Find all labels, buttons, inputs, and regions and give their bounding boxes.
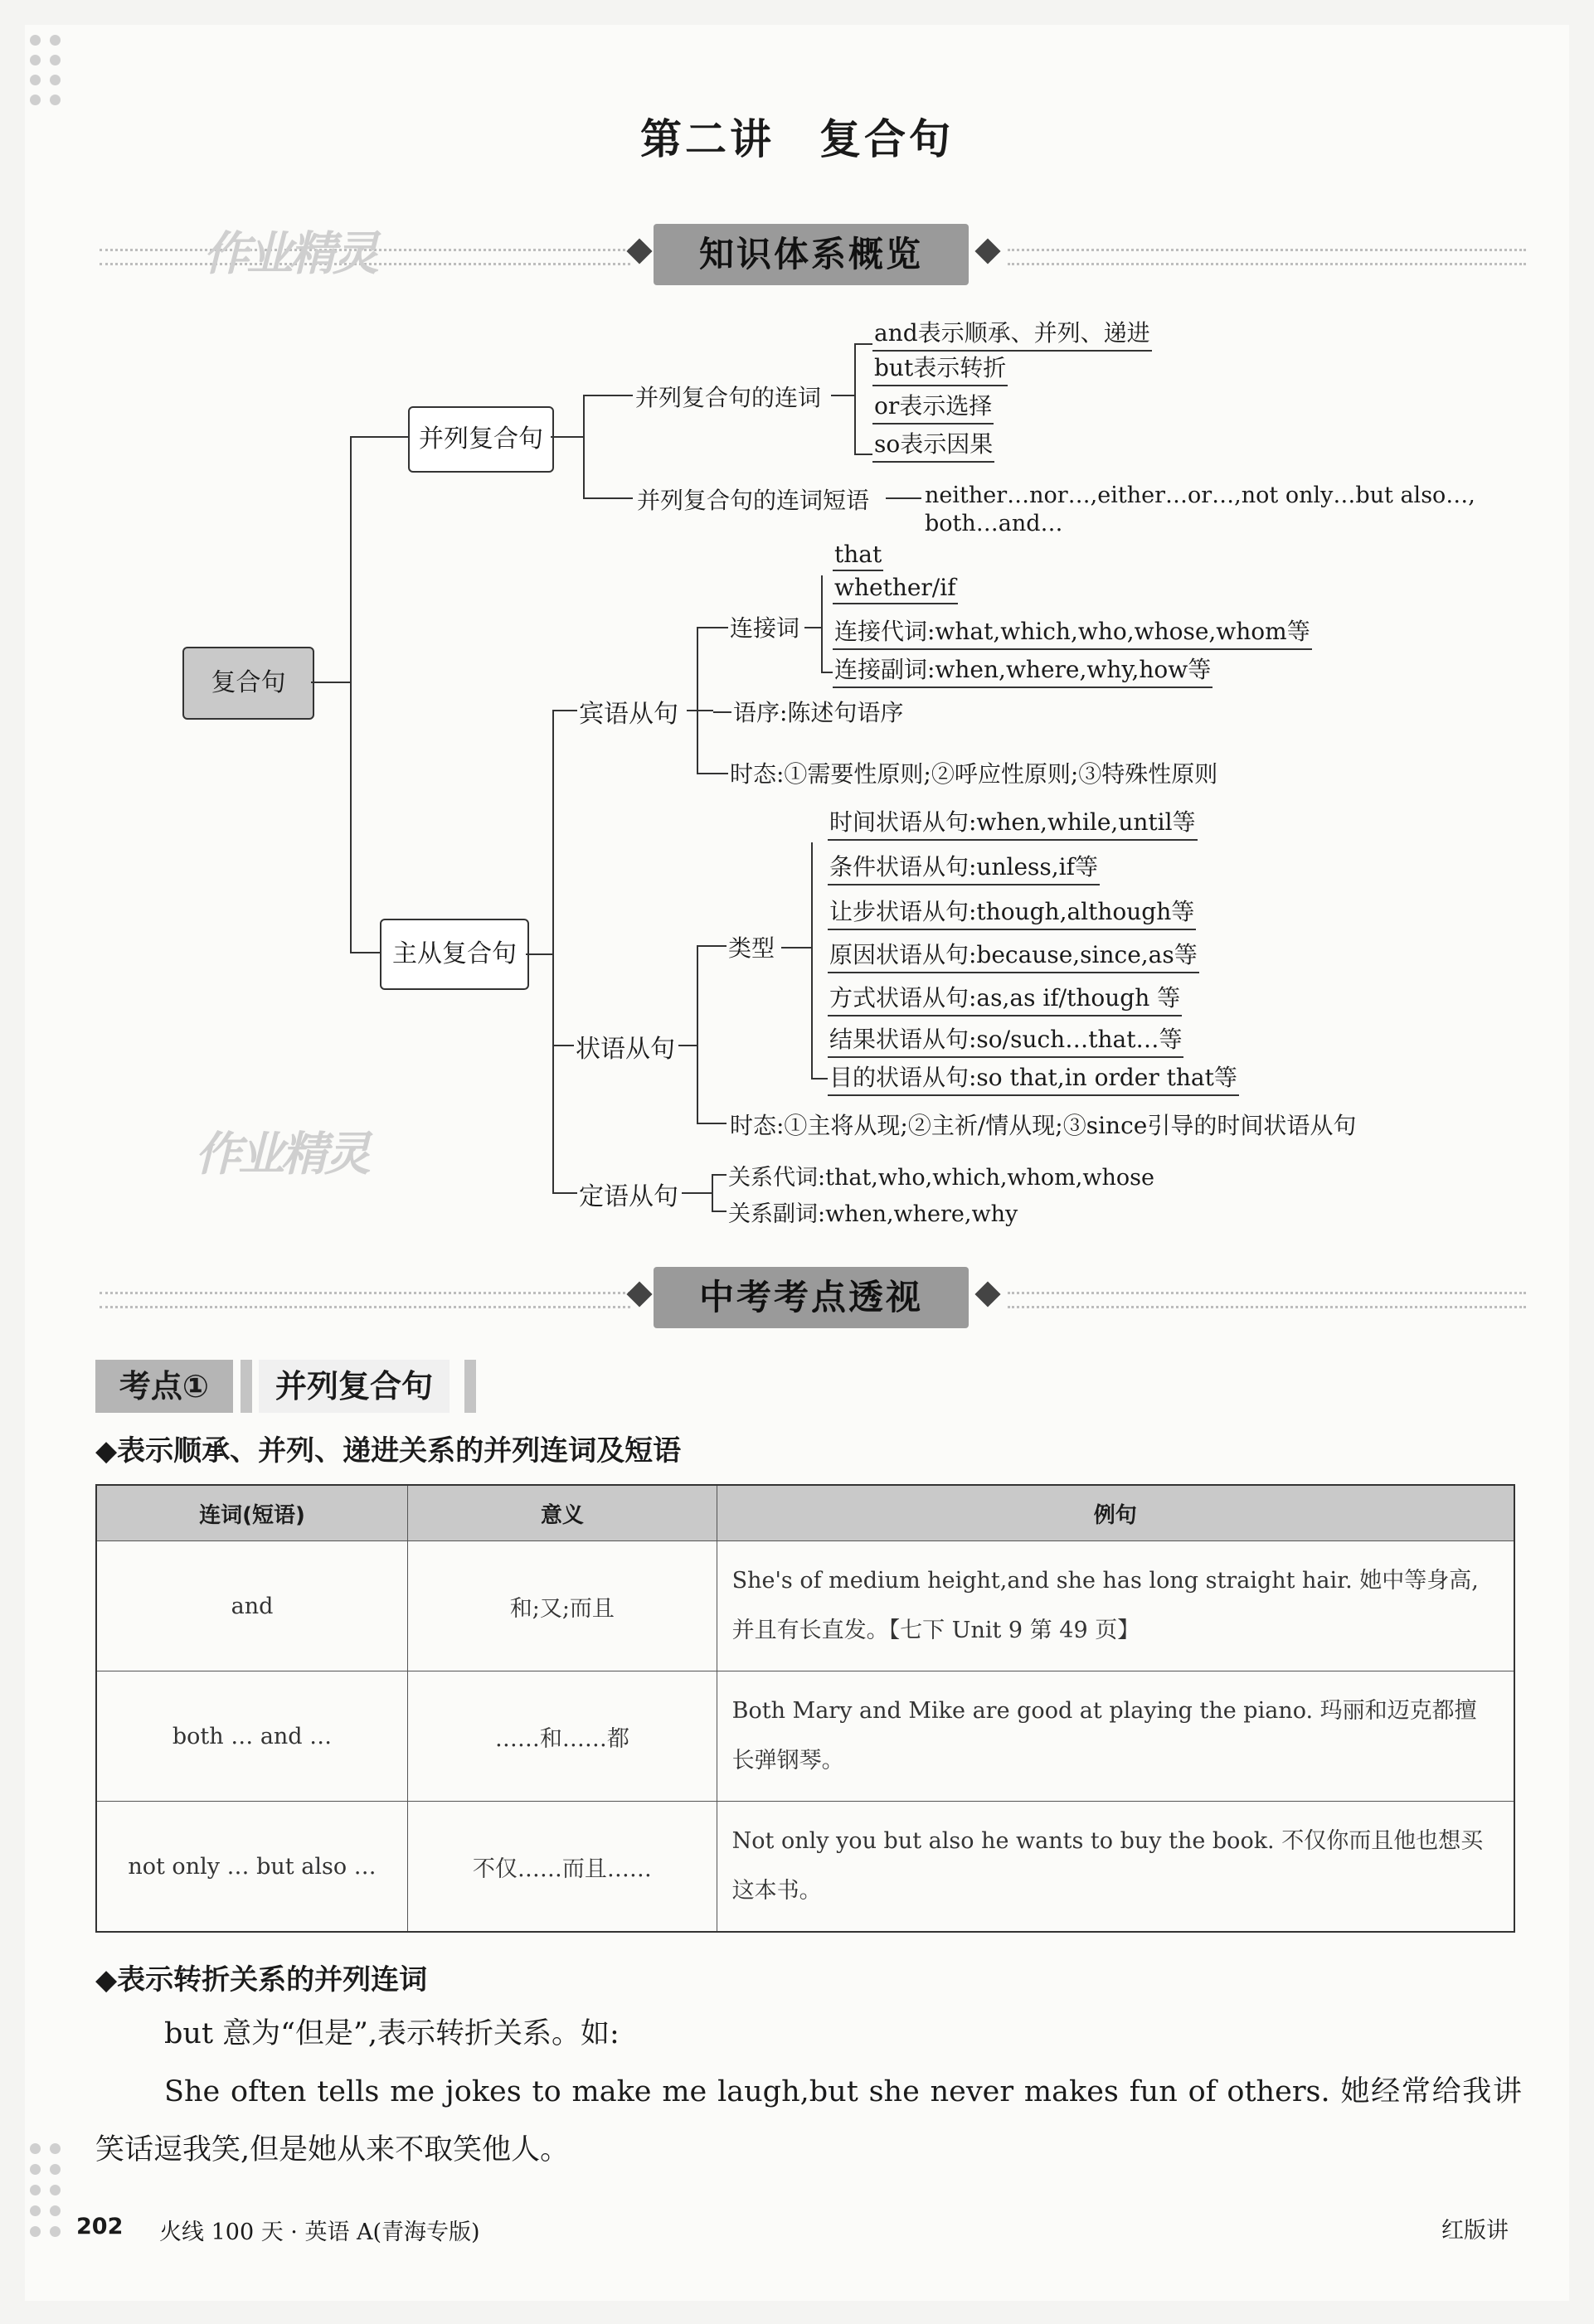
table-cell-example: She's of medium height,and she has long straight hair. 她中等身高,并且有长直发。【七下 Unit 9 第 49 页】 bbox=[717, 1541, 1514, 1671]
tree-coord-conj-item: or表示选择 bbox=[872, 388, 994, 425]
table-header: 例句 bbox=[717, 1485, 1514, 1541]
watermark-logo: 作业精灵 bbox=[195, 1128, 367, 1181]
tree-adverbial-tense: 时态:①主将从现;②主祈/情从现;③since引导的时间状语从句 bbox=[730, 1112, 1357, 1139]
paragraph-but-meaning: but 意为“但是”,表示转折关系。如: bbox=[164, 2017, 620, 2050]
page-title: 第二讲 复合句 bbox=[640, 114, 954, 163]
footer-book-title: 火线 100 天 · 英语 A(青海专版) bbox=[159, 2220, 480, 2245]
tree-attributive: 定语从句 bbox=[579, 1182, 678, 1211]
table-cell-meaning: ……和……都 bbox=[408, 1671, 717, 1802]
banner-title: 知识体系概览 bbox=[654, 224, 969, 285]
tree-coord-phrase-line: neither…nor…,either…or…,not only…but also…, bbox=[925, 483, 1475, 508]
table-row bbox=[96, 1671, 1514, 1802]
section-heading-sequence: ◆表示顺承、并列、递进关系的并列连词及短语 bbox=[95, 1434, 682, 1468]
tree-adverbial-type-item: 目的状语从句:so that,in order that等 bbox=[828, 1060, 1239, 1096]
table-header-row bbox=[96, 1485, 1514, 1541]
tree-object-conn-item: that bbox=[833, 541, 883, 571]
tree-root: 复合句 bbox=[182, 647, 314, 720]
tree-object: 宾语从句 bbox=[579, 700, 678, 729]
paragraph-example: She often tells me jokes to make me laugh,but she never makes fun of others. 她经常给我讲笑话逗我笑,但是她从来不取笑他人。 bbox=[95, 2075, 1522, 2166]
tree-object-tense: 时态:①需要性原则;②呼应性原则;③特殊性原则 bbox=[730, 760, 1218, 788]
table-cell-example: Not only you but also he wants to buy the book. 不仅你而且他也想买这本书。 bbox=[717, 1802, 1514, 1933]
tree-object-conn: 连接词 bbox=[730, 614, 800, 642]
tree-coord: 并列复合句 bbox=[408, 406, 554, 473]
tree-adverbial-type-item: 原因状语从句:because,since,as等 bbox=[828, 937, 1199, 973]
tree-object-conn-item: 连接副词:when,where,why,how等 bbox=[833, 652, 1213, 688]
tree-attributive-item: 关系代词:that,who,which,whom,whose bbox=[728, 1165, 1154, 1191]
tree-object-conn-item: whether/if bbox=[833, 574, 958, 604]
tree-coord-conj: 并列复合句的连词 bbox=[635, 384, 822, 411]
tree-adverbial-type-item: 时间状语从句:when,while,until等 bbox=[828, 804, 1198, 841]
table-row bbox=[96, 1802, 1514, 1933]
tree-adverbial-type-item: 条件状语从句:unless,if等 bbox=[828, 849, 1100, 885]
tree-object-conn-item: 连接代词:what,which,who,whose,whom等 bbox=[833, 614, 1312, 650]
tree-coord-conj-item: and表示顺承、并列、递进 bbox=[872, 315, 1152, 352]
tree-adverbial-type-item: 让步状语从句:though,although等 bbox=[828, 894, 1196, 930]
tree-attributive-item: 关系副词:when,where,why bbox=[728, 1201, 1018, 1227]
banner-title: 中考考点透视 bbox=[654, 1267, 969, 1328]
table-cell-meaning: 和;又;而且 bbox=[408, 1541, 717, 1671]
tree-coord-phrase-line: both…and… bbox=[925, 511, 1063, 536]
table-cell-conj: and bbox=[96, 1541, 408, 1671]
table-cell-example: Both Mary and Mike are good at playing the piano. 玛丽和迈克都擅长弹钢琴。 bbox=[717, 1671, 1514, 1802]
tree-sub: 主从复合句 bbox=[380, 919, 529, 990]
tree-coord-phrase: 并列复合句的连词短语 bbox=[637, 487, 870, 514]
tree-coord-conj-item: but表示转折 bbox=[872, 350, 1008, 386]
table-row bbox=[96, 1541, 1514, 1671]
watermark-logo: 作业精灵 bbox=[203, 227, 376, 281]
tree-adverbial-type: 类型 bbox=[728, 934, 775, 962]
conjunction-table bbox=[95, 1484, 1515, 1933]
page-number: 202 bbox=[76, 2214, 124, 2239]
table-header: 意义 bbox=[408, 1485, 717, 1541]
table-header: 连词(短语) bbox=[96, 1485, 408, 1541]
tree-adverbial-type-item: 结果状语从句:so/such…that…等 bbox=[828, 1021, 1183, 1058]
tree-adverbial-type-item: 方式状语从句:as,as if/though 等 bbox=[828, 980, 1182, 1016]
table-cell-conj: both … and … bbox=[96, 1671, 408, 1802]
tree-adverbial: 状语从句 bbox=[576, 1035, 675, 1064]
table-cell-meaning: 不仅……而且…… bbox=[408, 1802, 717, 1933]
kaodian-title: 并列复合句 bbox=[259, 1360, 450, 1413]
section-heading-contrast: ◆表示转折关系的并列连词 bbox=[95, 1963, 428, 1997]
kaodian-badge: 考点① bbox=[95, 1360, 233, 1413]
section-banner-exam bbox=[100, 1277, 1526, 1318]
footer-right-label: 红版讲 bbox=[1441, 2218, 1509, 2244]
table-cell-conj: not only … but also … bbox=[96, 1802, 408, 1933]
tree-object-order: 语序:陈述句语序 bbox=[733, 699, 904, 726]
tree-coord-conj-item: so表示因果 bbox=[872, 426, 994, 463]
